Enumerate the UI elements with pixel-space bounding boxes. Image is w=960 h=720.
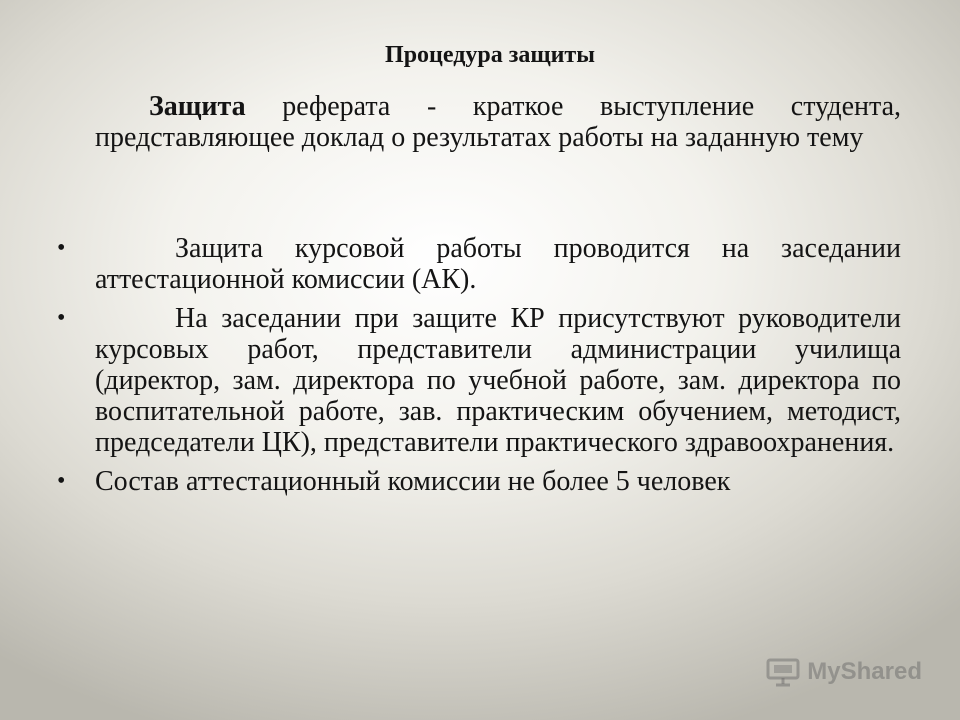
bullet-list xyxy=(57,233,901,505)
bullet-icon: • xyxy=(57,305,66,331)
bullet-text: Защита курсовой работы проводится на заседании аттестационной комиссии (АК). xyxy=(95,233,901,295)
watermark xyxy=(765,655,922,689)
bullet-text: Состав аттестационный комиссии не более 5 человек xyxy=(95,466,731,497)
bullet-icon: • xyxy=(57,235,66,261)
watermark-text: MyShared xyxy=(807,658,922,685)
intro-bold-word: Защита xyxy=(149,91,246,122)
bullet-icon: • xyxy=(57,468,66,494)
slide-title: Процедура защиты xyxy=(385,42,595,68)
intro-text: реферата - краткое выступление студента, представляющее доклад о результатах работы на заданную тему xyxy=(95,91,901,153)
intro-paragraph xyxy=(95,91,901,153)
list-item xyxy=(57,303,901,458)
list-item xyxy=(57,466,901,497)
presentation-board-icon xyxy=(765,657,801,687)
list-item xyxy=(57,233,901,295)
bullet-text: На заседании при защите КР присутствуют руководители курсовых работ, представители администрации училища (директор, зам. директора по учебной работе, зам. директора по воспитательной работе, зав. практическим обучением, методист, председатели ЦК), представители практического здравоохранения. xyxy=(95,303,901,458)
